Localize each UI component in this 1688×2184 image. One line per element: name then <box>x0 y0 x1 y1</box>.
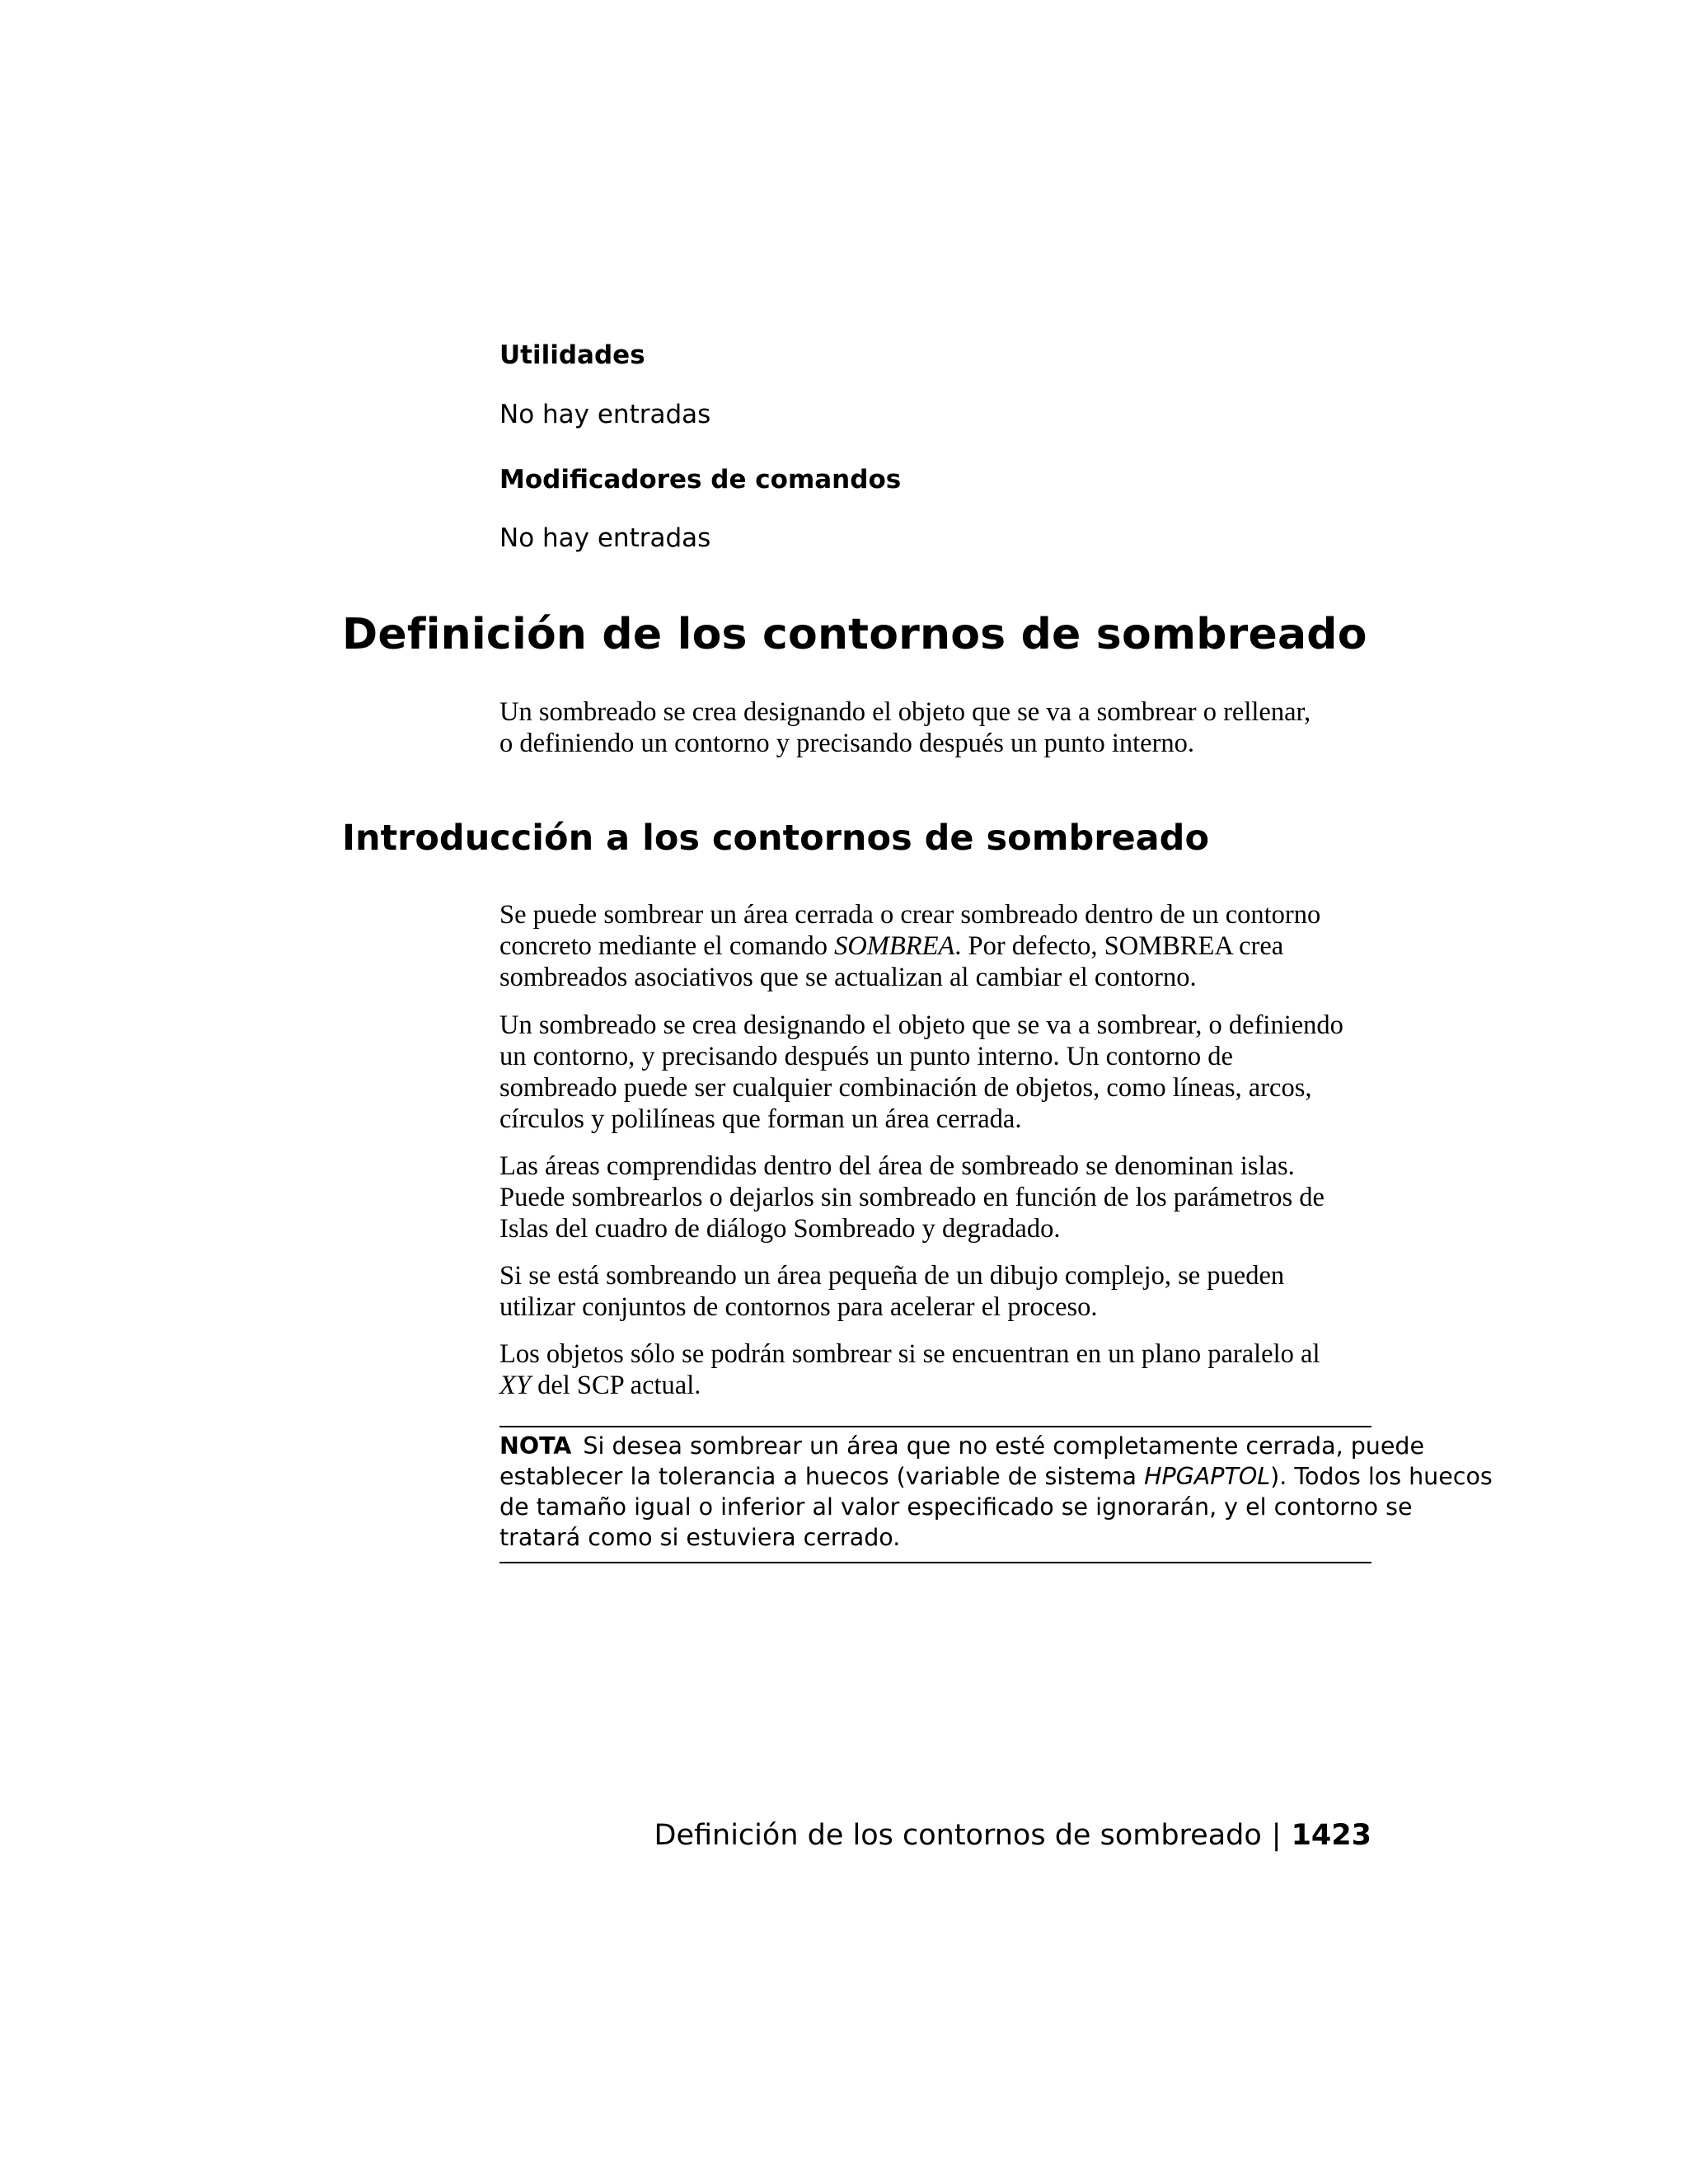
intro-paragraph-1 <box>499 899 1373 993</box>
intro-paragraph-4 <box>499 1260 1373 1323</box>
section-definition-paragraph <box>499 696 1373 759</box>
note-top-rule <box>499 1426 1372 1427</box>
paragraph-line: círculos y polilíneas que forman un área cerrada. <box>499 1104 1022 1134</box>
note-bottom-rule <box>499 1562 1372 1563</box>
section-intro-title: Introducción a los contornos de sombreado <box>342 818 1209 859</box>
paragraph-line: sombreados asociativos que se actualizan al cambiar el contorno. <box>499 963 1197 992</box>
paragraph-line: Un sombreado se crea designando el objeto que se va a sombrear o rellenar, <box>499 697 1311 727</box>
note-line <box>499 1431 1425 1461</box>
footer-section-title: Definición de los contornos de sombreado <box>654 1819 1262 1852</box>
paragraph-line: utilizar conjuntos de contornos para acelerar el proceso. <box>499 1292 1098 1322</box>
paragraph-line: Las áreas comprendidas dentro del área de sombreado se denominan islas. <box>499 1151 1295 1181</box>
utilities-text: No hay entradas <box>499 400 711 429</box>
paragraph-line: o definiendo un contorno y precisando después un punto interno. <box>499 729 1195 758</box>
note-text: ). Todos los huecos <box>1270 1463 1493 1490</box>
footer-separator: | <box>1271 1819 1282 1852</box>
command-modifiers-text: No hay entradas <box>499 523 711 553</box>
section-definition-title: Definición de los contornos de sombreado <box>342 610 1367 659</box>
paragraph-text: del SCP actual. <box>530 1371 701 1400</box>
intro-paragraph-5 <box>499 1338 1373 1401</box>
command-modifiers-heading: Modificadores de comandos <box>499 465 902 494</box>
paragraph-line <box>499 930 1373 962</box>
paragraph-line: sombreado puede ser cualquier combinación de objetos, como líneas, arcos, <box>499 1073 1312 1103</box>
note-label: NOTA <box>499 1432 572 1460</box>
system-variable: HPGAPTOL <box>1144 1463 1271 1490</box>
page-footer <box>654 1816 1372 1855</box>
note-box <box>499 1431 1493 1553</box>
paragraph-line: Un sombreado se crea designando el objeto que se va a sombrear, o definiendo <box>499 1010 1343 1040</box>
paragraph-line: Puede sombrearlos o dejarlos sin sombreado en función de los parámetros de <box>499 1183 1325 1212</box>
page-number: 1423 <box>1291 1819 1372 1852</box>
command-name: SOMBREA <box>834 931 955 961</box>
note-line: tratará como si estuviera cerrado. <box>499 1524 901 1551</box>
intro-paragraph-2 <box>499 1010 1373 1135</box>
note-text: establecer la tolerancia a huecos (variable de sistema <box>499 1463 1145 1490</box>
paragraph-text: concreto mediante el comando <box>499 931 835 961</box>
paragraph-line <box>499 1370 1373 1401</box>
intro-paragraph-3 <box>499 1151 1373 1244</box>
xy-plane: XY <box>499 1371 531 1400</box>
paragraph-line: un contorno, y precisando después un punto interno. Un contorno de <box>499 1042 1233 1071</box>
paragraph-line: Si se está sombreando un área pequeña de un dibujo complejo, se pueden <box>499 1261 1285 1291</box>
note-line: de tamaño igual o inferior al valor especificado se ignorarán, y el contorno se <box>499 1493 1413 1521</box>
paragraph-line: Se puede sombrear un área cerrada o crear sombreado dentro de un contorno <box>499 900 1321 930</box>
paragraph-line: Islas del cuadro de diálogo Sombreado y degradado. <box>499 1214 1061 1244</box>
note-text: Si desea sombrear un área que no esté completamente cerrada, puede <box>583 1432 1425 1460</box>
paragraph-line: Los objetos sólo se podrán sombrear si se encuentran en un plano paralelo al <box>499 1339 1320 1369</box>
utilities-heading: Utilidades <box>499 340 645 370</box>
note-line <box>499 1461 1493 1492</box>
paragraph-text: . Por defecto, SOMBREA crea <box>954 931 1284 961</box>
